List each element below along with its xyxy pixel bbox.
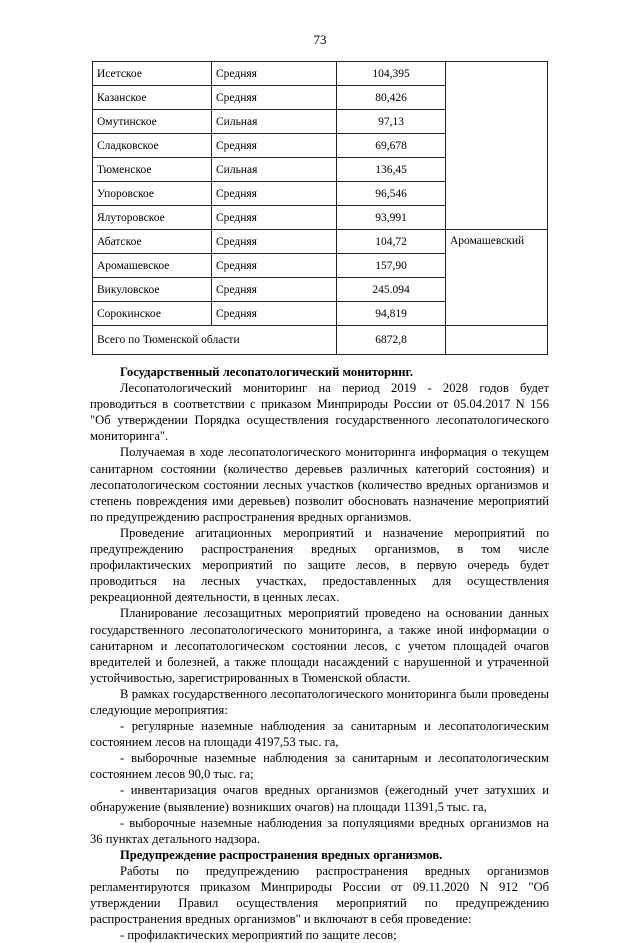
forestry-name: Исетское	[93, 62, 212, 86]
area-value: 93,991	[337, 206, 446, 230]
paragraph: - профилактических мероприятий по защите лесов;	[120, 928, 397, 943]
paragraph: В рамках государственного лесопатологического мониторинга были проведены следующие мероприятия:	[90, 686, 549, 717]
total-row	[93, 326, 548, 355]
damage-degree: Средняя	[212, 134, 337, 158]
damage-degree: Средняя	[212, 302, 337, 326]
forestry-name: Ялуторовское	[93, 206, 212, 230]
damage-degree: Сильная	[212, 158, 337, 182]
forestry-name: Тюменское	[93, 158, 212, 182]
area-value: 104,72	[337, 230, 446, 254]
forestry-name: Казанское	[93, 86, 212, 110]
table-row	[93, 230, 548, 254]
paragraph: - инвентаризация очагов вредных организмов (ежегодный учет затухших и обнаружение (выявление) возникших очагов) на площади 11391,5 тыс. га,	[90, 783, 549, 814]
area-value: 96,546	[337, 182, 446, 206]
paragraph: - регулярные наземные наблюдения за санитарным и лесопатологическим состоянием лесов на площади 4197,53 тыс. га,	[90, 719, 549, 750]
area-value: 80,426	[337, 86, 446, 110]
area-value: 245.094	[337, 278, 446, 302]
forestry-name: Сорокинское	[93, 302, 212, 326]
damage-degree: Средняя	[212, 62, 337, 86]
table-row	[93, 62, 548, 86]
total-value: 6872,8	[337, 326, 446, 355]
forestry-name: Абатское	[93, 230, 212, 254]
damage-degree: Средняя	[212, 182, 337, 206]
area-value: 104,395	[337, 62, 446, 86]
damage-degree: Средняя	[212, 206, 337, 230]
area-value: 157,90	[337, 254, 446, 278]
area-value: 97,13	[337, 110, 446, 134]
forest-damage-table	[92, 61, 548, 355]
damage-degree: Средняя	[212, 86, 337, 110]
section-heading: Государственный лесопатологический мониторинг.	[120, 365, 413, 379]
forestry-name: Викуловское	[93, 278, 212, 302]
paragraph: Работы по предупреждению распространения вредных организмов регламентируются приказом Минприроды России от 09.11.2020 N 912 "Об утверждении Правил осуществления мероприятий по предупреждению распространения вредных организмов" и включают в себя проведение:	[90, 863, 549, 927]
area-value: 136,45	[337, 158, 446, 182]
empty-cell	[446, 326, 548, 355]
paragraph: Планирование лесозащитных мероприятий проведено на основании данных государственного лесопатологического мониторинга, а также иной информации о санитарном и лесопатологическом состоянии лесов, с учетом площадей очагов вредителей и болезней, а также площади насаждений с нарушенной и утраченной устойчивостью, зарегистрированных в Тюменской области.	[90, 606, 549, 685]
paragraph: - выборочные наземные наблюдения за популяциями вредных организмов на 36 пунктах детального надзора.	[90, 815, 549, 846]
page-number: 73	[313, 32, 327, 47]
total-label: Всего по Тюменской области	[93, 326, 337, 355]
forestry-name: Сладковское	[93, 134, 212, 158]
paragraph: Лесопатологический мониторинг на период 2019 - 2028 годов будет проводиться в соответствии с приказом Минприроды России от 05.04.2017 N 156 "Об утверждении Порядка осуществления государственного лесопатологического мониторинга".	[90, 381, 549, 444]
forestry-name: Упоровское	[93, 182, 212, 206]
damage-degree: Средняя	[212, 254, 337, 278]
damage-degree: Средняя	[212, 230, 337, 254]
forestry-name: Омутинское	[93, 110, 212, 134]
forestry-name: Аромашевское	[93, 254, 212, 278]
area-value: 69,678	[337, 134, 446, 158]
area-value: 94,819	[337, 302, 446, 326]
damage-degree: Средняя	[212, 278, 337, 302]
damage-degree: Сильная	[212, 110, 337, 134]
paragraph: - выборочные наземные наблюдения за санитарным и лесопатологическим состоянием лесов 90,0 тыс. га;	[90, 751, 549, 782]
district-name	[446, 62, 548, 230]
paragraph: Проведение агитационных мероприятий и назначение мероприятий по предупреждению распространения вредных организмов, в том числе профилактических мероприятий по защите лесов, в первую очередь будет проводиться на лесных участках, предоставленных для осуществления рекреационной деятельности, в ценных лесах.	[90, 525, 549, 605]
paragraph: Получаемая в ходе лесопатологического мониторинга информация о текущем санитарном состоянии (количество деревьев различных категорий состояния) и лесопатологическом состоянии лесных участков (количество вредных организмов и степень повреждения ими деревьев) позволит обосновать назначение мероприятий по предупреждению распространения вредных организмов.	[90, 445, 549, 524]
district-name: Аромашевский	[446, 230, 548, 326]
section-heading: Предупреждение распространения вредных организмов.	[120, 847, 443, 862]
body-text	[90, 364, 549, 943]
